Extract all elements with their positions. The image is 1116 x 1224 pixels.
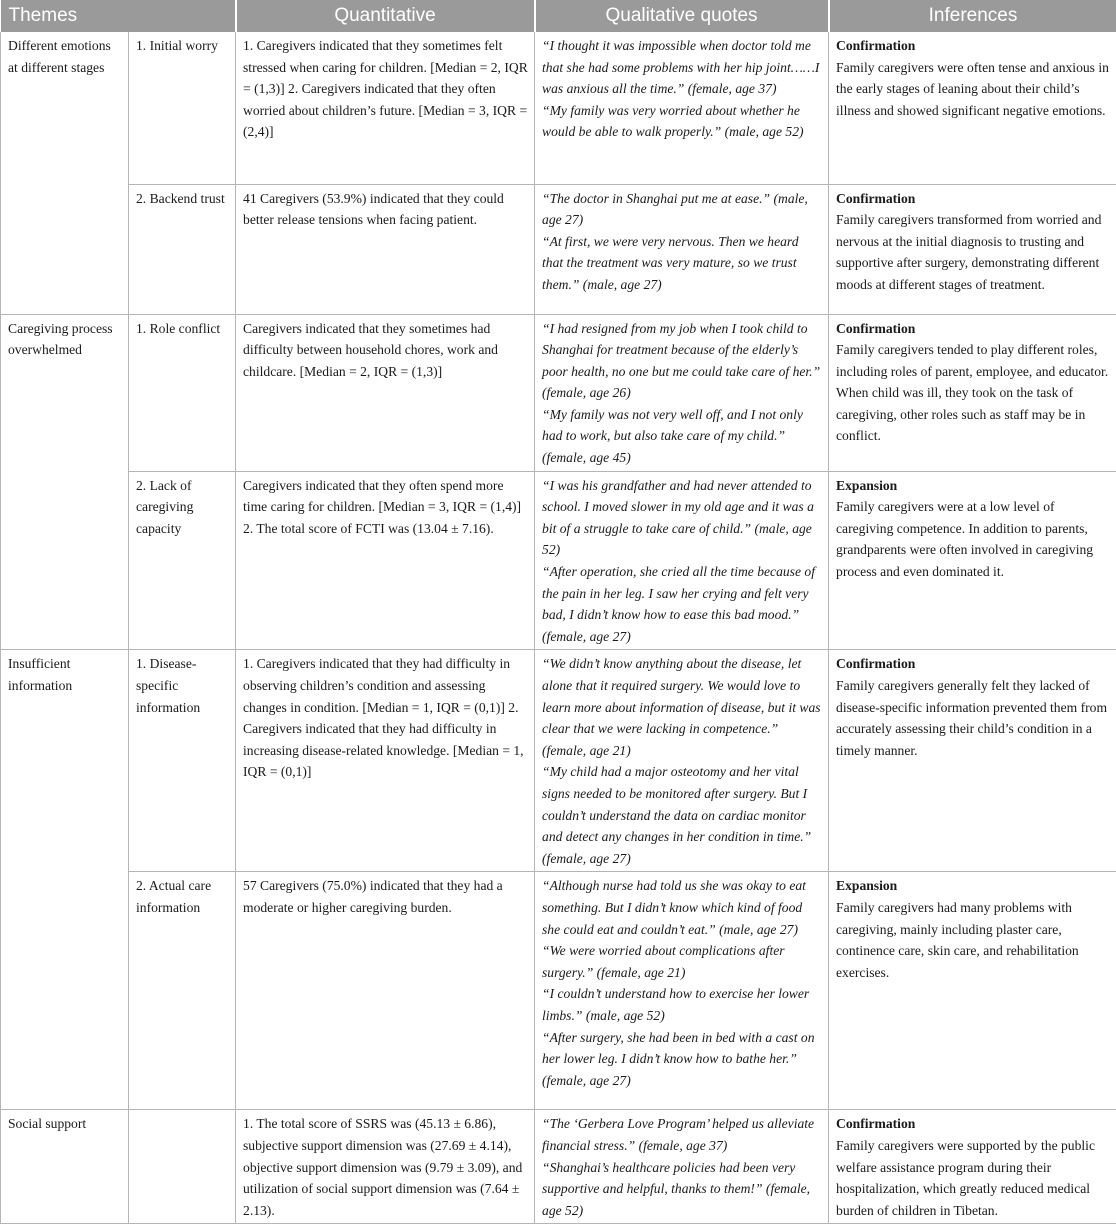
inference-type: Confirmation <box>836 1113 1110 1135</box>
quantitative-cell: Caregivers indicated that they often spend more time caring for children. [Median = 3, IQR = (1,4)] 2. The total score of FCTI was (13.04 ± 7.16). <box>236 471 535 650</box>
quotes-cell <box>535 32 829 184</box>
quote: “At first, we were very nervous. Then we heard that the treatment was very mature, so we trust them.” (male, age 27) <box>542 231 822 296</box>
theme-cell: Social support <box>1 1110 129 1224</box>
quote: “After operation, she cried all the time because of the pain in her leg. I saw her crying and felt very bad, I didn’t know how to ease this bad mood.” (female, age 27) <box>542 561 822 647</box>
quote: “I had resigned from my job when I took child to Shanghai for treatment because of the elderly’s poor health, no one but me could take care of her.” (female, age 26) <box>542 318 822 404</box>
inference-cell <box>829 184 1116 314</box>
quote: “My family was not very well off, and I not only had to work, but also take care of my child.” (female, age 45) <box>542 404 822 469</box>
quote: “We didn’t know anything about the disease, let alone that it required surgery. We would love to learn more about information of disease, but it was clear that we were lacking in competence.” (female, age 21) <box>542 653 822 761</box>
inference-cell <box>829 650 1116 872</box>
inference-text: Family caregivers were at a low level of caregiving competence. In addition to parents, grandparents were often involved in caregiving process and even dominated it. <box>836 496 1110 582</box>
quote: “Although nurse had told us she was okay to eat something. But I didn’t know which kind of food she could eat and couldn’t eat.” (male, age 27) <box>542 875 822 940</box>
quotes-cell <box>535 1110 829 1224</box>
quantitative-cell: 1. Caregivers indicated that they had difficulty in observing children’s condition and assessing changes in condition. [Median = 1, IQR = (0,1)] 2. Caregivers indicated that they had difficulty in increasing disease-related knowledge. [Median = 1, IQR = (0,1)] <box>236 650 535 872</box>
quotes-cell <box>535 650 829 872</box>
header-themes: Themes <box>1 0 236 32</box>
table-row <box>1 314 1116 471</box>
quote: “After surgery, she had been in bed with a cast on her lower leg. I didn’t know how to bathe her.” (female, age 27) <box>542 1027 822 1092</box>
quote: “Shanghai’s healthcare policies had been very supportive and helpful, thanks to them!” (female, age 52) <box>542 1157 822 1222</box>
quote: “We were worried about complications after surgery.” (female, age 21) <box>542 940 822 983</box>
subtheme-cell <box>129 1110 236 1224</box>
quote: “The doctor in Shanghai put me at ease.” (male, age 27) <box>542 188 822 231</box>
inference-type: Confirmation <box>836 188 1110 210</box>
quotes-cell <box>535 314 829 471</box>
header-row <box>1 0 1116 32</box>
inference-cell <box>829 1110 1116 1224</box>
quote: “I couldn’t understand how to exercise her lower limbs.” (male, age 52) <box>542 983 822 1026</box>
quotes-cell <box>535 471 829 650</box>
inference-text: Family caregivers were often tense and anxious in the early stages of leaning about their child’s illness and showed significant negative emotions. <box>836 57 1110 122</box>
quantitative-cell: Caregivers indicated that they sometimes had difficulty between household chores, work and childcare. [Median = 2, IQR = (1,3)] <box>236 314 535 471</box>
quotes-cell <box>535 184 829 314</box>
theme-cell: Caregiving process overwhelmed <box>1 314 129 650</box>
subtheme-cell: 1. Initial worry <box>129 32 236 184</box>
theme-cell: Different emotions at different stages <box>1 32 129 314</box>
quote: “I was his grandfather and had never attended to school. I moved slower in my old age and it was a bit of a struggle to take care of child.” (male, age 52) <box>542 475 822 561</box>
quantitative-cell: 1. Caregivers indicated that they sometimes felt stressed when caring for children. [Median = 2, IQR = (1,3)] 2. Caregivers indicated that they often worried about children’s future. [Median = 3, IQR = (2,4)] <box>236 32 535 184</box>
table-row <box>1 184 1116 314</box>
inference-type: Expansion <box>836 475 1110 497</box>
quantitative-cell: 57 Caregivers (75.0%) indicated that they had a moderate or higher caregiving burden. <box>236 872 535 1110</box>
inference-text: Family caregivers generally felt they lacked of disease-specific information prevented them from accurately assessing their child’s condition in a timely manner. <box>836 675 1110 761</box>
inference-text: Family caregivers transformed from worried and nervous at the initial diagnosis to trusting and supportive after surgery, demonstrating different moods at different stages of treatment. <box>836 209 1110 295</box>
inference-cell <box>829 872 1116 1110</box>
inference-text: Family caregivers were supported by the public welfare assistance program during their hospitalization, which greatly reduced medical burden of children in Tibetan. <box>836 1135 1110 1221</box>
quote: “My family was very worried about whether he would be able to walk properly.” (male, age 52) <box>542 100 822 143</box>
inference-type: Confirmation <box>836 35 1110 57</box>
quantitative-cell: 41 Caregivers (53.9%) indicated that they could better release tensions when facing patient. <box>236 184 535 314</box>
inference-type: Confirmation <box>836 653 1110 675</box>
table-row <box>1 1110 1116 1224</box>
quote: “The ‘Gerbera Love Program’ helped us alleviate financial stress.” (female, age 37) <box>542 1113 822 1156</box>
quantitative-cell: 1. The total score of SSRS was (45.13 ± 6.86), subjective support dimension was (27.69 ± 4.14), objective support dimension was (9.79 ± 3.09), and utilization of social support dimension was (7.64 ± 2.13). <box>236 1110 535 1224</box>
inference-type: Confirmation <box>836 318 1110 340</box>
theme-cell: Insufficient information <box>1 650 129 1110</box>
header-quantitative: Quantitative <box>236 0 535 32</box>
quotes-cell <box>535 872 829 1110</box>
table-row <box>1 650 1116 872</box>
inference-type: Expansion <box>836 875 1110 897</box>
quote: “I thought it was impossible when doctor told me that she had some problems with her hip joint……I was anxious all the time.” (female, age 37) <box>542 35 822 100</box>
subtheme-cell: 2. Backend trust <box>129 184 236 314</box>
subtheme-cell: 2. Actual care information <box>129 872 236 1110</box>
inference-cell <box>829 471 1116 650</box>
quote: “My child had a major osteotomy and her vital signs needed to be monitored after surgery. But I couldn’t understand the data on cardiac monitor and detect any changes in her condition in time.” (female, age 27) <box>542 761 822 869</box>
subtheme-cell: 2. Lack of caregiving capacity <box>129 471 236 650</box>
inference-cell <box>829 32 1116 184</box>
subtheme-cell: 1. Role conflict <box>129 314 236 471</box>
inference-text: Family caregivers had many problems with caregiving, mainly including plaster care, continence care, skin care, and rehabilitation exercises. <box>836 897 1110 983</box>
subtheme-cell: 1. Disease-specific information <box>129 650 236 872</box>
header-qualitative-quotes: Qualitative quotes <box>535 0 829 32</box>
inference-cell <box>829 314 1116 471</box>
header-inferences: Inferences <box>829 0 1116 32</box>
table-row <box>1 872 1116 1110</box>
table-row <box>1 32 1116 184</box>
inference-text: Family caregivers tended to play different roles, including roles of parent, employee, and educator. When child was ill, they took on the task of caregiving, other roles such as staff may be in conflict. <box>836 339 1110 447</box>
table-row <box>1 471 1116 650</box>
